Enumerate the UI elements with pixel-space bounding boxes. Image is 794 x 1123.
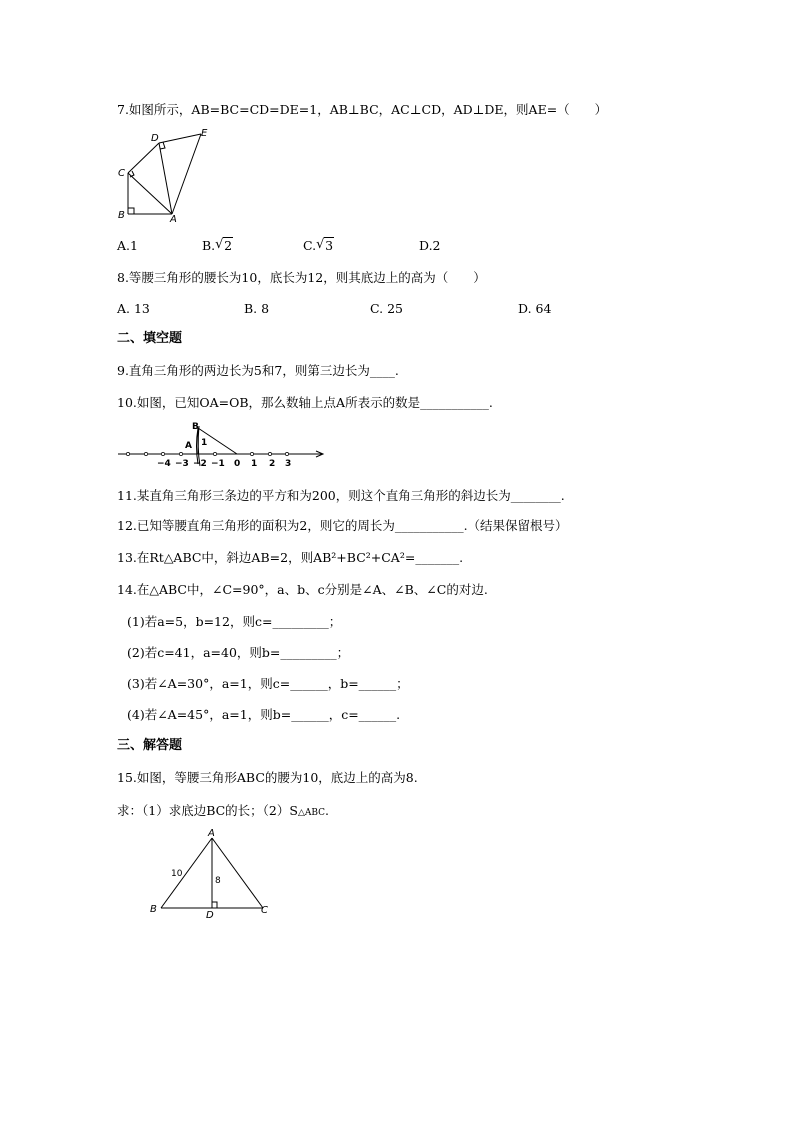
q15-label-b: B [150,904,157,915]
q7-label-b: B [118,210,125,221]
q15-label-height: 8 [215,876,221,886]
q14-part-4: (4)若∠A=45°，a=1，则b=______，c=______. [127,707,401,722]
q10-tick-label: 3 [285,459,292,469]
q12-text: 12.已知等腰直角三角形的面积为2，则它的周长为___________.（结果保留根号） [117,518,568,533]
q7-option-c: C.√ 3 [303,238,334,254]
q15-ask: 求：（1）求底边BC的长；（2）S△ABC. [117,803,330,818]
q8-option-a: A. 13 [117,301,150,316]
q15-label-d: D [206,910,214,921]
q15-text: 15.如图，等腰三角形ABC的腰为10，底边上的高为8. [117,770,418,785]
q14-part-1: (1)若a=5，b=12，则c=_________； [127,614,342,629]
q8-option-c: C. 25 [370,301,403,316]
q10-tick-label: −3 [175,459,189,469]
q15-label-side: 10 [171,869,183,879]
q14-part-3: (3)若∠A=30°，a=1，则c=______，b=______； [127,676,409,691]
q10-label-b: B [192,422,199,432]
q10-text: 10.如图，已知OA=OB，那么数轴上点A所表示的数是___________. [117,395,493,410]
q7-option-a: A.1 [117,238,138,253]
q8-option-d: D. 64 [518,301,552,316]
q8-text: 8.等腰三角形的腰长为10，底长为12，则其底边上的高为（ ） [117,270,486,285]
q10-tick-label: −1 [211,459,225,469]
q10-tick-label: 0 [234,459,241,469]
q15-label-c: C [261,905,268,916]
q11-text: 11.某直角三角形三条边的平方和为200，则这个直角三角形的斜边长为________. [117,488,565,503]
q10-label-a: A [185,441,192,451]
q7-option-d: D.2 [419,238,441,253]
q7-text: 7.如图所示，AB=BC=CD=DE=1，AB⊥BC，AC⊥CD，AD⊥DE，则AE=（ ） [117,102,608,117]
q8-option-b: B. 8 [244,301,270,316]
q7-label-a: A [170,214,177,225]
q10-tick-label: 1 [251,459,258,469]
q7-label-e: E [201,128,208,139]
q10-tick-label: 2 [269,459,276,469]
q15-triangle-figure [148,828,276,921]
q7-label-d: D [151,133,159,144]
section-solve-heading: 三、解答题 [117,738,183,753]
q7-label-c: C [118,168,125,179]
q10-tick-label: −4 [157,459,171,469]
q10-tick-label: −2 [193,459,207,469]
q9-text: 9.直角三角形的两边长为5和7，则第三边长为____. [117,363,399,378]
section-fill-in-heading: 二、填空题 [117,331,183,346]
q14-text: 14.在△ABC中，∠C=90°，a、b、c分别是∠A、∠B、∠C的对边. [117,582,488,597]
q7-option-b: B.√ 2 [202,238,233,254]
q10-label-1: 1 [201,438,208,448]
q10-number-line-figure [118,418,328,470]
q15-label-a: A [208,828,215,839]
q14-part-2: (2)若c=41，a=40，则b=_________； [127,645,350,660]
q13-text: 13.在Rt△ABC中，斜边AB=2，则AB²+BC²+CA²=_______. [117,550,464,565]
q7-figure [115,128,215,224]
